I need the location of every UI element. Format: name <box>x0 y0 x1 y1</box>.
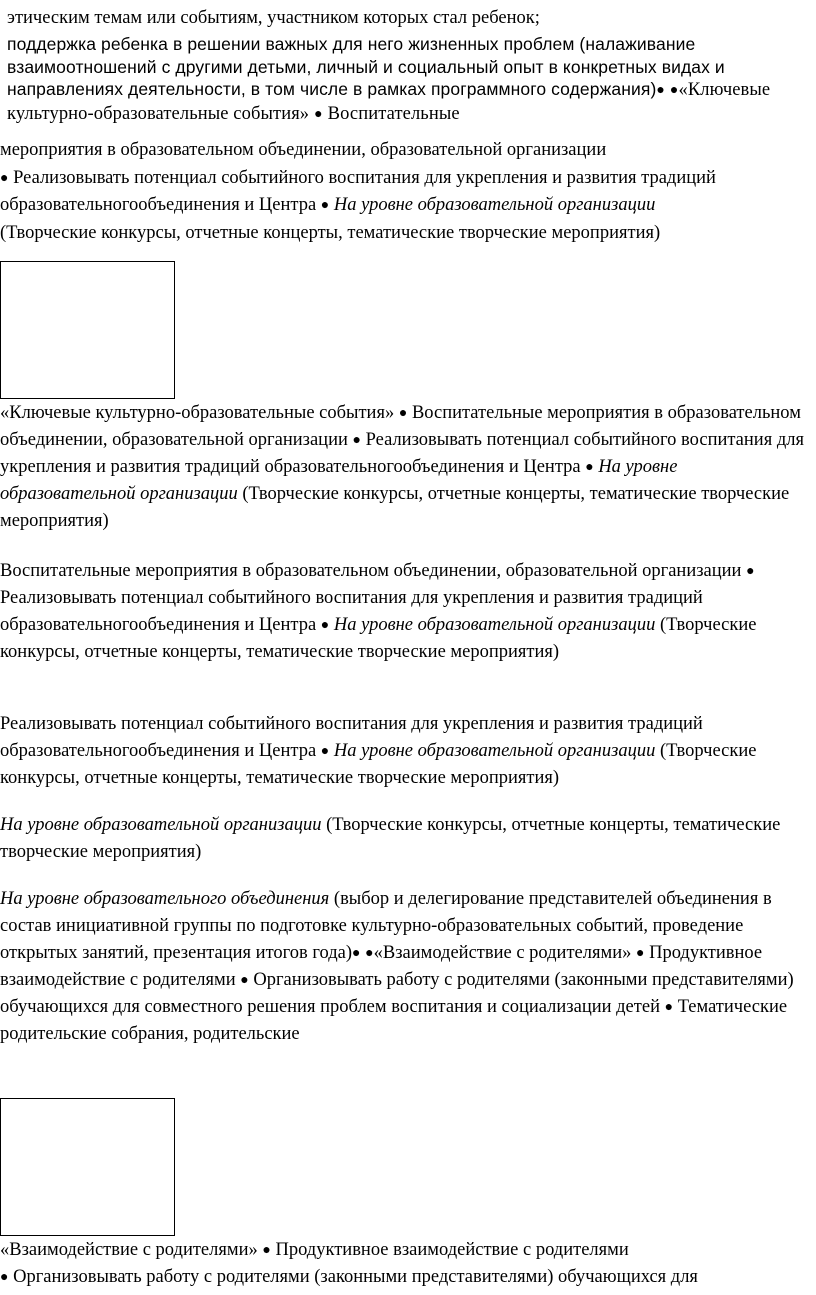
events-label: Воспитательные <box>327 103 460 124</box>
thematic-meetings-text: Тематические родительские собрания, родительские <box>0 997 788 1044</box>
level-org-label: На уровне образовательной организации <box>0 815 322 835</box>
paragraph-key-events <box>0 400 810 535</box>
image-placeholder <box>0 1098 175 1236</box>
bullet-icon: ● <box>585 460 594 475</box>
creative-events-text: (Творческие конкурсы, отчетные концерты, тематические творческие мероприятия) <box>0 741 757 788</box>
organize-work-text: Организовывать работу с родителями (законными представителями) обучающихся для совместного решения проблем воспитания и социализации детей <box>0 970 794 1017</box>
level-org-label: На уровне образовательной организации <box>333 195 656 215</box>
bullet-icon: ● <box>314 106 323 122</box>
potential-text: Реализовывать потенциал событийного воспитания для укрепления и развития традиций образовательногообъединения и Центра <box>0 430 804 477</box>
bullet-icon: ● <box>656 81 665 97</box>
productive-text: Продуктивное взаимодействие с родителями <box>275 1240 629 1260</box>
parents-interaction-label: «Взаимодействие с родителями» <box>373 943 632 963</box>
image-placeholder <box>0 261 175 399</box>
potential-text: Реализовывать потенциал событийного воспитания для укрепления и развития традиций образовательногообъединения и Центра <box>0 588 703 635</box>
text-line: образовательногообъединения и Центра <box>0 195 317 215</box>
paragraph-level-assoc <box>0 886 810 1048</box>
level-org-label: На уровне образовательной организации <box>0 457 678 504</box>
bullet-icon: ● <box>240 973 249 988</box>
creative-events-text: (Творческие конкурсы, отчетные концерты, тематические творческие мероприятия) <box>0 815 781 862</box>
bullet-icon: ● <box>365 946 374 961</box>
bullet-icon: ● <box>664 1000 674 1015</box>
creative-events-text: (Творческие конкурсы, отчетные концерты, тематические творческие мероприятия) <box>0 615 757 662</box>
productive-text: Продуктивное взаимодействие с родителями <box>0 943 763 990</box>
bullet-icon: ● <box>398 406 408 421</box>
text-line: Организовывать работу с родителями (законными представителями) обучающихся для <box>13 1267 698 1287</box>
bullet-icon: ● <box>0 1270 9 1285</box>
text-line: Реализовывать потенциал событийного воспитания для укрепления и развития традиций <box>13 167 716 188</box>
bullet-icon: ● <box>746 564 755 579</box>
paragraph-parents <box>0 1237 810 1291</box>
paragraph-potential <box>0 711 810 792</box>
bullet-icon: ● <box>320 198 330 213</box>
key-events-label: «Ключевые культурно-образовательные события» <box>0 403 395 423</box>
level-org-label: На уровне образовательной организации <box>333 615 656 635</box>
top-text-block <box>7 6 807 126</box>
text-line: этическим темам или событиям, участником которых стал ребенок; <box>7 8 540 28</box>
potential-text: Реализовывать потенциал событийного воспитания для укрепления и развития традиций образовательногообъединения и Центра <box>0 714 703 761</box>
support-paragraph <box>7 33 807 126</box>
bullet-icon: ● <box>262 1243 271 1258</box>
text-line: мероприятия в образовательном объединении, образовательной организации <box>0 140 607 160</box>
level-assoc-label: На уровне образовательного объединения <box>0 889 330 909</box>
creative-events-text: (Творческие конкурсы, отчетные концерты, тематические творческие мероприятия) <box>0 484 790 531</box>
paragraph-level-org <box>0 812 810 866</box>
assoc-desc-text: (выбор и делегирование представителей объединения в состав инициативной группы по подготовке культурно-образовательных событий, проведение открытых занятий, презентация итогов года) <box>0 889 772 963</box>
events-text: Воспитательные мероприятия в образовательном объединении, образовательной организации <box>0 561 742 581</box>
paragraph-events <box>0 137 816 247</box>
creative-events-text: (Творческие конкурсы, отчетные концерты, тематические творческие мероприятия) <box>0 222 661 243</box>
bullet-icon: ● <box>669 81 679 97</box>
support-text: поддержка ребенка в решении важных для него жизненных проблем (налаживание взаимоотношений с другими детьми, личный и социальный опыт в конкретных видах и направлениях деятельности, в том числе в рамках программного содержания) <box>7 34 725 99</box>
level-org-label: На уровне образовательной организации <box>333 741 656 761</box>
key-events-label: «Ключевые культурно-образовательные события» <box>7 80 771 124</box>
bullet-icon: ● <box>320 618 330 633</box>
bullet-icon: ● <box>352 433 361 448</box>
paragraph-educational-events <box>0 558 810 666</box>
events-text: Воспитательные мероприятия в образовательном объединении, образовательной организации <box>0 403 801 450</box>
bullet-icon: ● <box>352 946 361 961</box>
bullet-icon: ● <box>320 744 330 759</box>
bullet-icon: ● <box>635 946 645 961</box>
parents-interaction-label: «Взаимодействие с родителями» <box>0 1240 258 1260</box>
bullet-icon: ● <box>0 170 9 186</box>
